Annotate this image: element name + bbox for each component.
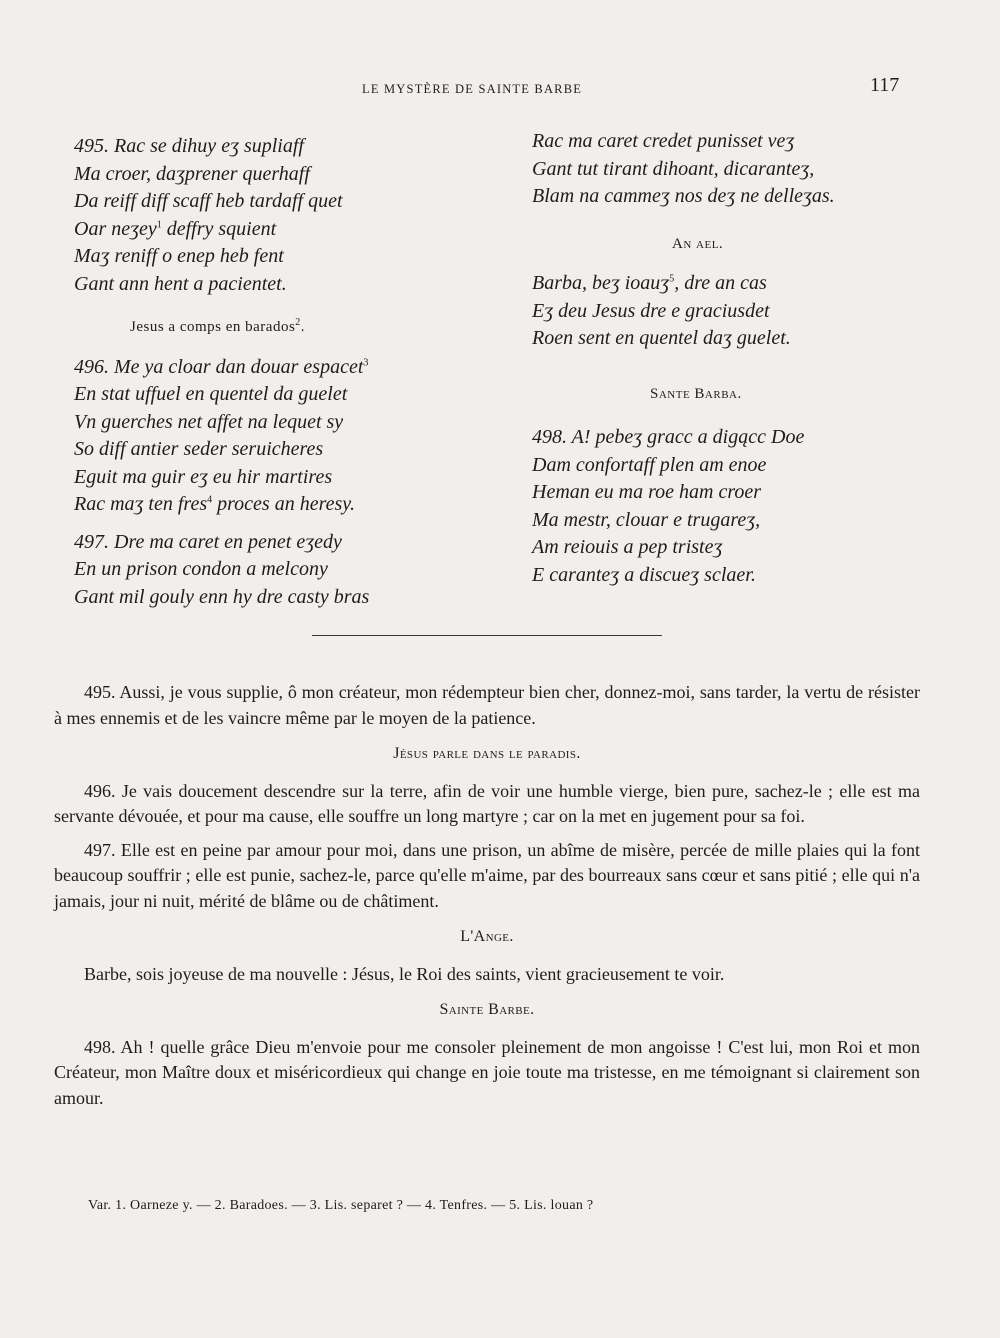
- verse-line: 497. Dre ma caret en penet eʒedy: [74, 530, 342, 553]
- verse-line: Eʒ deu Jesus dre e graciusdet: [532, 299, 770, 322]
- footnote-mark: 1: [156, 218, 162, 230]
- french-translation: [54, 680, 920, 1119]
- translation-paragraph-ange: Barbe, sois joyeuse de ma nouvelle : Jésus, le Roi des saints, vient gracieusement te voir.: [84, 963, 725, 984]
- verse-text: proces an heresy.: [217, 493, 356, 515]
- footnote-mark: 4: [207, 494, 213, 506]
- verse-line: Gant ann hent a pacientet.: [74, 272, 287, 295]
- page-number: 117: [870, 74, 900, 96]
- verse-line: Dam confortaff plen am enoe: [532, 453, 767, 476]
- translation-paragraph-498: 498. Ah ! quelle grâce Dieu m'envoie pour me consoler pleinement de mon angoisse ! C'est lui, mon Roi et mon Créateur, mon Maître doux et miséricordieux qui change en joie toute ma tristesse, en me témoignant si clairement son amour.: [54, 1036, 920, 1108]
- verse-line: Gant mil gouly enn hy dre casty bras: [74, 585, 370, 608]
- verse-line: [532, 270, 952, 298]
- verse-line: Maʒ reniff o enep heb fent: [74, 245, 284, 267]
- verse-line: Heman eu ma roe ham croer: [532, 481, 762, 503]
- verse-line: So diff antier seder seruicheres: [74, 438, 324, 460]
- verse-text: , dre an cas: [674, 272, 767, 294]
- stanza-ael: [532, 270, 952, 353]
- verse-line: Vn guerches net affet na lequet sy: [74, 410, 344, 433]
- verse-line: Roen sent en quentel daʒ guelet.: [532, 327, 791, 349]
- translation-paragraph-497: 497. Elle est en peine par amour pour moi, dans une prison, un abîme de misère, percée de mille plaies qui la font beaucoup souffrir ; elle est punie, sachez-le, parce qu'elle m'aime, par des bourreaux sans cœur et sans pitié ; elle qui n'a jamais, jour ni nuit, mérité de blâme ou de châtiment.: [54, 839, 920, 911]
- verse-line: Rac ma caret credet punisset veʒ: [532, 130, 795, 152]
- verse-text: Oar neʒey: [74, 217, 157, 240]
- verse-line: E caranteʒ a discueʒ sclaer.: [532, 563, 756, 586]
- translation-paragraph-495: 495. Aussi, je vous supplie, ô mon créateur, mon rédempteur bien cher, donnez-moi, sans tarder, la vertu de résister à mes ennemis et de les vaincre même par le moyen de la patience.: [54, 682, 920, 728]
- footnote-mark: 2: [295, 317, 301, 328]
- verse-text: 496. Me ya cloar dan douar espacet: [74, 355, 364, 378]
- translation-heading-ange: L'Ange.: [460, 928, 514, 945]
- stanza-498: [532, 424, 952, 589]
- breton-verse-right-column: [532, 128, 952, 589]
- verse-line: [74, 354, 514, 382]
- verse-line: [74, 216, 514, 244]
- stanza-497: [74, 529, 514, 612]
- verse-text: Barba, beʒ ioauʒ: [532, 272, 670, 294]
- verse-line: Ma croer, daʒprener querhaff: [74, 162, 310, 185]
- verse-line: Am reiouis a pep tristeʒ: [532, 536, 723, 558]
- verse-line: Gant tut tirant dihoant, dicaranteʒ,: [532, 157, 815, 180]
- verse-line: 495. Rac se dihuy eʒ supliaff: [74, 135, 304, 157]
- verse-line: En un prison condon a melcony: [74, 558, 328, 580]
- verse-line: Da reiff diff scaff heb tardaff quet: [74, 190, 343, 212]
- stanza-497-continued: [532, 128, 952, 211]
- verse-line: Ma mestr, clouar e trugareʒ,: [532, 508, 761, 531]
- footnote-mark: 5: [669, 273, 675, 285]
- verse-line: [74, 491, 514, 519]
- running-head: [0, 74, 1000, 102]
- stanza-496: [74, 354, 514, 519]
- verse-line: Blam na cammeʒ nos deʒ ne delleʒas.: [532, 185, 835, 207]
- stanza-495: [74, 133, 514, 298]
- variant-footnotes: Var. 1. Oarneze y. — 2. Baradoes. — 3. Lis. separet ? — 4. Tenfres. — 5. Lis. louan ?: [88, 1198, 594, 1213]
- stage-direction-barba: Sante Barba.: [650, 385, 742, 402]
- translation-heading-jesus: Jésus parle dans le paradis.: [393, 745, 581, 762]
- running-title: LE MYSTÈRE DE SAINTE BARBE: [362, 82, 583, 96]
- verse-line: Eguit ma guir eʒ eu hir martires: [74, 465, 333, 488]
- breton-verse-left-column: [74, 133, 514, 611]
- verse-text: deffry squient: [166, 217, 277, 240]
- stage-direction-jesus: Jesus a comps en barados$^2$.: [130, 317, 306, 335]
- stage-direction-ael: An ael.: [672, 235, 724, 252]
- translation-heading-barbe: Sainte Barbe.: [439, 1001, 535, 1018]
- separator-rule: [312, 635, 662, 636]
- verse-line: 498. A! pebeʒ gracc a digącc Doe: [532, 426, 805, 448]
- verse-text: Rac maʒ ten fres: [74, 493, 208, 515]
- heading-text: Jesus a comps en barados: [130, 319, 296, 335]
- footnote-mark: 3: [363, 356, 369, 368]
- translation-paragraph-496: 496. Je vais doucement descendre sur la terre, afin de voir une humble vierge, bien pure, sachez-le ; elle est ma servante dévouée, et pour ma cause, elle souffre un long martyre ; car on la met en jugement pour sa foi.: [54, 780, 920, 826]
- verse-line: En stat uffuel en quentel da guelet: [74, 383, 348, 405]
